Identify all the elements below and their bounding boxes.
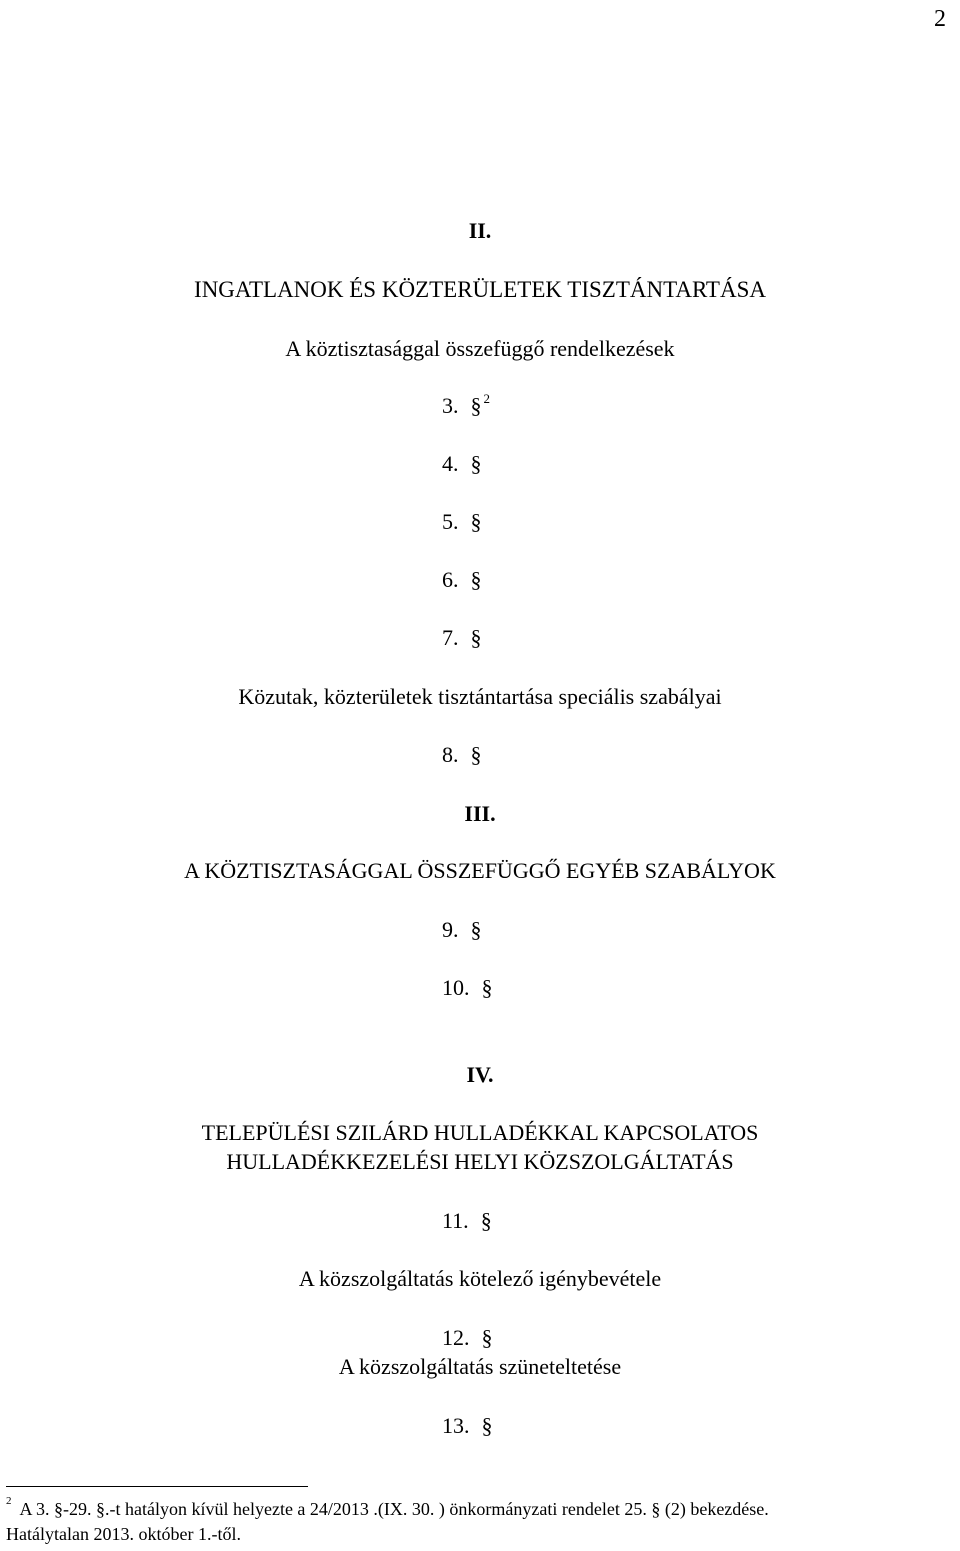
chapter-3-title: A KÖZTISZTASÁGGAL ÖSSZEFÜGGŐ EGYÉB SZABÁLYOK xyxy=(184,858,776,883)
section-8 xyxy=(442,742,482,768)
footnote-separator xyxy=(6,1486,308,1487)
section-number: 8. xyxy=(442,742,459,767)
heading-szunetelt: A közszolgáltatás szüneteltetése xyxy=(338,1354,622,1379)
heading-kotelezo: A közszolgáltatás kötelező igénybevétele xyxy=(298,1266,662,1291)
section-number: 5. xyxy=(442,509,459,534)
section-9 xyxy=(442,917,482,943)
footnote-marker: 2 xyxy=(6,1495,12,1507)
section-sign: § xyxy=(481,1325,493,1350)
section-12 xyxy=(442,1325,493,1351)
footnote-line-2: Hatálytalan 2013. október 1.-től. xyxy=(6,1524,241,1544)
section-10 xyxy=(442,975,493,1001)
footnote-text xyxy=(6,1495,956,1520)
section-number: 7. xyxy=(442,625,459,650)
section-number: 11. xyxy=(442,1208,469,1233)
section-number: 3. xyxy=(442,393,459,419)
section-sign: § xyxy=(470,742,482,767)
section-number: 12. xyxy=(442,1325,470,1350)
section-number: 6. xyxy=(442,567,459,592)
section-5 xyxy=(442,509,482,535)
footnote-line-1: A 3. §-29. §.-t hatályon kívül helyezte a 24/2013 .(IX. 30. ) önkormányzati rendelet 25. § (2) bekezdése. xyxy=(19,1499,769,1519)
section-6 xyxy=(442,567,482,593)
section-13 xyxy=(442,1413,493,1439)
section-number: 13. xyxy=(442,1413,470,1438)
section-sign: § xyxy=(470,393,482,419)
chapter-2-subtitle: A köztisztasággal összefüggő rendelkezések xyxy=(285,336,675,361)
section-sign: § xyxy=(470,567,482,592)
chapter-4-title-line-2: HULLADÉKKEZELÉSI HELYI KÖZSZOLGÁLTATÁS xyxy=(226,1149,734,1174)
section-11 xyxy=(442,1208,492,1234)
section-sign: § xyxy=(480,1208,492,1233)
section-number: 4. xyxy=(442,451,459,476)
section-sign: § xyxy=(470,917,482,942)
section-sign: § xyxy=(470,625,482,650)
section-number: 10. xyxy=(442,975,470,1000)
section-sign: § xyxy=(481,1413,493,1438)
chapter-2-numeral: II. xyxy=(468,218,492,243)
section-sign: § xyxy=(470,451,482,476)
section-sign: § xyxy=(481,975,493,1000)
chapter-4-numeral: IV. xyxy=(466,1062,494,1087)
chapter-4-title-line-1: TELEPÜLÉSI SZILÁRD HULLADÉKKAL KAPCSOLATOS xyxy=(201,1120,759,1145)
section-number: 9. xyxy=(442,917,459,942)
heading-kozutak: Közutak, közterületek tisztántartása speciális szabályai xyxy=(238,684,722,709)
footnote-ref[interactable]: 2 xyxy=(483,391,490,406)
chapter-2-title: INGATLANOK ÉS KÖZTERÜLETEK TISZTÁNTARTÁSA xyxy=(194,277,766,302)
chapter-3-numeral: III. xyxy=(464,801,496,826)
page-number: 2 xyxy=(934,6,946,32)
section-7 xyxy=(442,625,482,651)
section-4 xyxy=(442,451,482,477)
section-3 xyxy=(442,393,490,419)
section-sign: § xyxy=(470,509,482,534)
